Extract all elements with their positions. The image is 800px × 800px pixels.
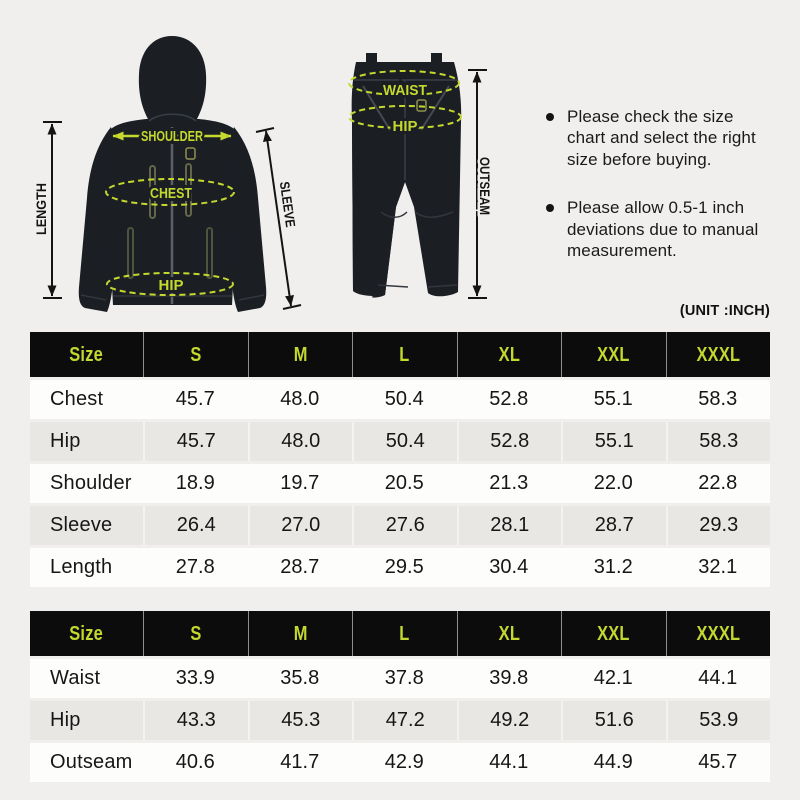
cell: 28.7 xyxy=(280,556,320,578)
cell: 28.1 xyxy=(457,506,562,545)
column-header-xxxl xyxy=(666,332,771,377)
column-header-s xyxy=(143,611,248,656)
row-label: Length xyxy=(50,556,113,578)
cell: 27.6 xyxy=(352,506,457,545)
table-header-row xyxy=(30,332,770,377)
column-header-l xyxy=(352,332,457,377)
jacket-hip-label: HIP xyxy=(158,278,184,294)
cell: 28.7 xyxy=(561,506,666,545)
table-row-hip xyxy=(30,701,770,740)
row-label: Chest xyxy=(50,388,104,410)
cell: 45.7 xyxy=(698,751,738,773)
cell: 47.2 xyxy=(352,701,457,740)
pants-size-table xyxy=(30,611,770,782)
note-text: Please check the size chart and select the right size before buying. xyxy=(567,107,756,169)
note-item xyxy=(546,197,771,261)
cell: 27.8 xyxy=(175,556,215,578)
waist-label: WAIST xyxy=(383,83,428,99)
cell: 33.9 xyxy=(175,667,215,689)
cell: 22.8 xyxy=(698,472,738,494)
column-header-xxl xyxy=(561,332,666,377)
row-label: Hip xyxy=(50,430,81,452)
note-item xyxy=(546,106,771,170)
cell: 42.1 xyxy=(593,667,633,689)
row-label: Sleeve xyxy=(50,514,113,536)
column-header-l xyxy=(352,611,457,656)
column-header-xl xyxy=(457,611,562,656)
jacket-hood xyxy=(139,36,206,127)
cell: 37.8 xyxy=(384,667,424,689)
table-row-sleeve xyxy=(30,506,770,545)
column-header-label: XL xyxy=(498,342,520,366)
column-header-xxl xyxy=(561,611,666,656)
column-header-label: S xyxy=(190,621,202,645)
column-header-label: XL xyxy=(498,621,520,645)
row-label: Outseam xyxy=(50,751,133,773)
column-header-m xyxy=(248,332,353,377)
cell: 45.7 xyxy=(143,422,248,461)
table-row-chest xyxy=(30,380,770,419)
bullet-icon xyxy=(546,113,554,121)
cell: 55.1 xyxy=(561,422,666,461)
length-label: LENGTH xyxy=(34,179,49,235)
cell: 35.8 xyxy=(280,667,320,689)
cell: 52.8 xyxy=(489,388,529,410)
column-header-label: XXXL xyxy=(696,342,741,366)
pants-hip-label: HIP xyxy=(392,119,418,135)
column-header-label: M xyxy=(293,621,308,645)
cell: 50.4 xyxy=(384,388,424,410)
sleeve-tick-top xyxy=(256,128,274,132)
cell: 40.6 xyxy=(175,751,215,773)
cell: 27.0 xyxy=(248,506,353,545)
cell: 31.2 xyxy=(593,556,633,578)
cell: 20.5 xyxy=(384,472,424,494)
column-header-label: S xyxy=(190,342,202,366)
table-header-row xyxy=(30,611,770,656)
cell: 48.0 xyxy=(280,388,320,410)
cell: 42.9 xyxy=(384,751,424,773)
unit-label: (UNIT :INCH) xyxy=(679,303,770,319)
cell: 58.3 xyxy=(666,422,771,461)
sleeve-label: SLEEVE xyxy=(276,180,300,236)
cell: 48.0 xyxy=(248,422,353,461)
cell: 30.4 xyxy=(489,556,529,578)
cell: 22.0 xyxy=(593,472,633,494)
cell: 44.1 xyxy=(489,751,529,773)
cell: 44.9 xyxy=(593,751,633,773)
notes-list xyxy=(546,106,771,288)
bullet-icon xyxy=(546,204,554,212)
column-header-label: XXL xyxy=(597,621,631,645)
cell: 29.5 xyxy=(384,556,424,578)
table-row-waist xyxy=(30,659,770,698)
cell: 43.3 xyxy=(143,701,248,740)
column-header-label: Size xyxy=(69,342,104,366)
shoulder-label: SHOULDER xyxy=(141,129,204,145)
row-label: Shoulder xyxy=(50,472,132,494)
table-row-shoulder xyxy=(30,464,770,503)
column-header-label: XXXL xyxy=(696,621,741,645)
cell: 18.9 xyxy=(175,472,215,494)
column-header-label: L xyxy=(399,342,410,366)
cell: 41.7 xyxy=(280,751,320,773)
jacket-illustration xyxy=(79,36,267,312)
cell: 52.8 xyxy=(457,422,562,461)
cell: 44.1 xyxy=(698,667,738,689)
note-text: Please allow 0.5-1 inch deviations due to manual measurement. xyxy=(567,198,759,261)
garment-diagram xyxy=(0,0,530,325)
cell: 50.4 xyxy=(352,422,457,461)
row-label: Waist xyxy=(50,667,101,689)
pants-left-leg-fix xyxy=(352,122,405,296)
cell: 29.3 xyxy=(666,506,771,545)
cell: 19.7 xyxy=(280,472,320,494)
column-header-label: XXL xyxy=(597,342,631,366)
cell: 26.4 xyxy=(143,506,248,545)
cell: 49.2 xyxy=(457,701,562,740)
table-row-length xyxy=(30,548,770,587)
cell: 55.1 xyxy=(593,388,633,410)
column-header-label: M xyxy=(293,342,308,366)
column-header-m xyxy=(248,611,353,656)
cell: 21.3 xyxy=(489,472,529,494)
column-header-size xyxy=(30,332,143,377)
table-row-hip xyxy=(30,422,770,461)
cell: 39.8 xyxy=(489,667,529,689)
cell: 45.7 xyxy=(175,388,215,410)
column-header-size xyxy=(30,611,143,656)
cell: 45.3 xyxy=(248,701,353,740)
cell: 51.6 xyxy=(561,701,666,740)
jacket-size-table xyxy=(30,332,770,587)
outseam-label: OUTSEAM xyxy=(477,157,492,225)
cell: 32.1 xyxy=(698,556,738,578)
cell: 53.9 xyxy=(666,701,771,740)
column-header-xxxl xyxy=(666,611,771,656)
column-header-s xyxy=(143,332,248,377)
chest-label: CHEST xyxy=(150,186,193,202)
row-label: Hip xyxy=(50,709,81,731)
column-header-xl xyxy=(457,332,562,377)
table-row-outseam xyxy=(30,743,770,782)
column-header-label: Size xyxy=(69,621,104,645)
cell: 58.3 xyxy=(698,388,738,410)
column-header-label: L xyxy=(399,621,410,645)
